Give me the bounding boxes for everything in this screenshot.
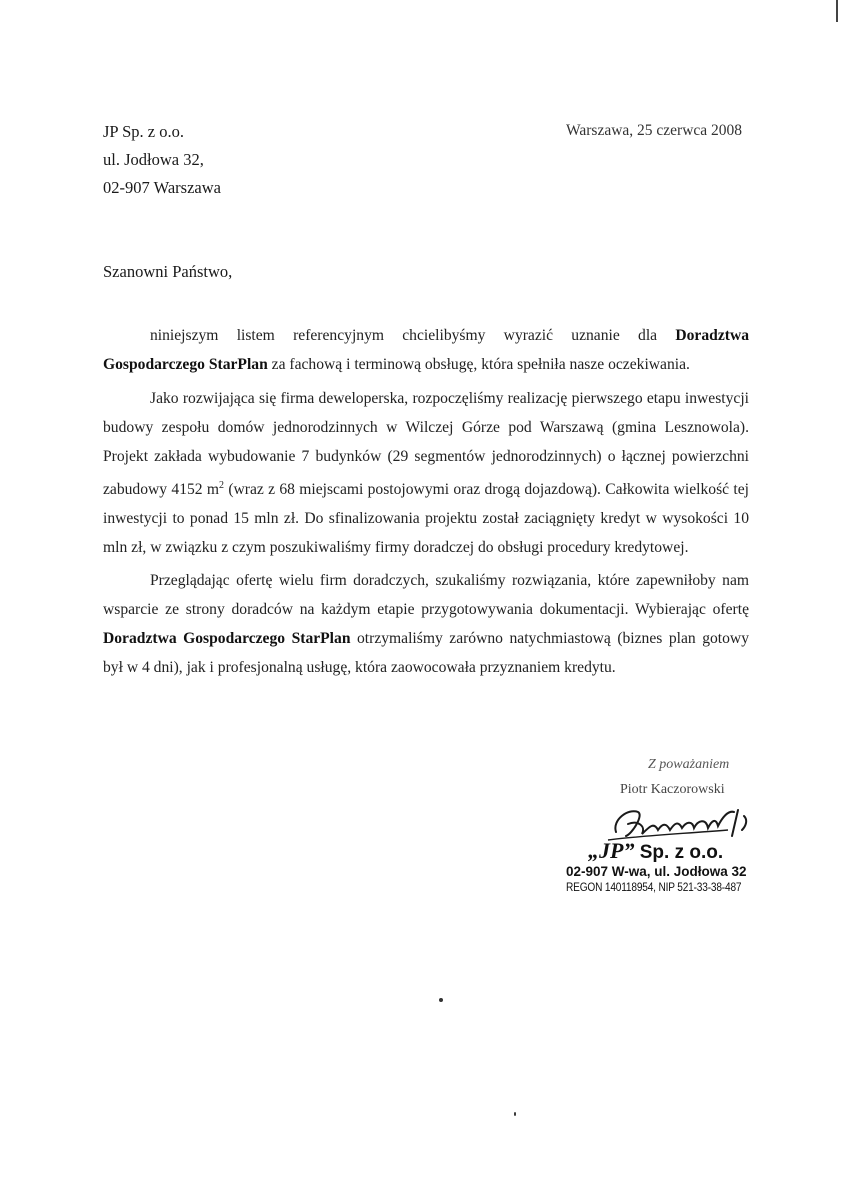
paragraph-3-text-a: Przeglądając ofertę wielu firm doradczych, szukaliśmy rozwiązania, które zapewniłoby nam wsparcie ze strony doradców na każdym etapie przygotowywania dokumentacji. Wybierając ofertę bbox=[103, 572, 749, 619]
closing-phrase: Z poważaniem bbox=[648, 757, 730, 772]
paragraph-1-company-name: Doradztwa Gospodarczego StarPlan bbox=[103, 327, 749, 373]
paragraph-2-text-b: (wraz z 68 miejscami postojowymi oraz drogą dojazdową). Całkowita wielkość tej inwestycji to ponad 15 mln zł. Do sfinalizowania projektu został zaciągnięty kredyt w wysokości 10 mln zł, w związku z czym poszukiwaliśmy firmy doradczej do obsługi procedury kredytowej. bbox=[103, 480, 749, 556]
sender-company: JP Sp. z o.o. bbox=[103, 122, 184, 141]
sender-street: ul. Jodłowa 32, bbox=[103, 150, 204, 169]
salutation: Szanowni Państwo, bbox=[103, 262, 233, 281]
stamp-address: 02-907 W-wa, ul. Jodłowa 32 bbox=[566, 864, 747, 879]
paragraph-1-text-c: za fachową i terminową obsługę, która spełniła nasze oczekiwania. bbox=[267, 355, 690, 373]
stamp-company-suffix: Sp. z o.o. bbox=[634, 842, 724, 863]
sender-address bbox=[103, 118, 221, 202]
paragraph-2-text-a: Jako rozwijająca się firma deweloperska, rozpoczęliśmy realizację pierwszego etapu inwestycji budowy zespołu domów jednorodzinnych w Wilczej Górze pod Warszawą (gmina Lesznowola). Projekt zakłada wybudowanie 7 budynków (29 segmentów jednorodzinnych) o łącznej powierzchni zabudowy 4152 m bbox=[103, 389, 749, 498]
letter-date: Warszawa, 25 czerwca 2008 bbox=[566, 122, 743, 139]
stamp-company-mark: „JP” bbox=[588, 838, 635, 863]
stamp-company-name bbox=[588, 838, 723, 864]
scan-edge-mark bbox=[836, 0, 838, 22]
signer-name: Piotr Kaczorowski bbox=[620, 782, 725, 797]
paragraph-3-text-c: otrzymaliśmy zarówno natychmiastową (biznes plan gotowy był w 4 dni), jak i profesjonalną usługę, która zaowocowała przyznaniem kredytu. bbox=[103, 630, 749, 677]
paragraph-2 bbox=[103, 385, 749, 563]
stamp-registration: REGON 140118954, NIP 521-33-38-487 bbox=[566, 882, 742, 894]
paragraph-1 bbox=[103, 322, 749, 380]
paragraph-1-text-a: niniejszym listem referencyjnym chcielibyśmy wyrazić uznanie dla bbox=[150, 327, 676, 344]
scan-speck bbox=[514, 1112, 516, 1116]
letter-body bbox=[103, 322, 749, 688]
paragraph-3-company-name: Doradztwa Gospodarczego StarPlan bbox=[103, 630, 351, 648]
paragraph-3 bbox=[103, 567, 749, 683]
sender-city: 02-907 Warszawa bbox=[103, 178, 221, 197]
scan-speck bbox=[439, 998, 443, 1002]
area-unit-superscript: 2 bbox=[219, 479, 225, 491]
